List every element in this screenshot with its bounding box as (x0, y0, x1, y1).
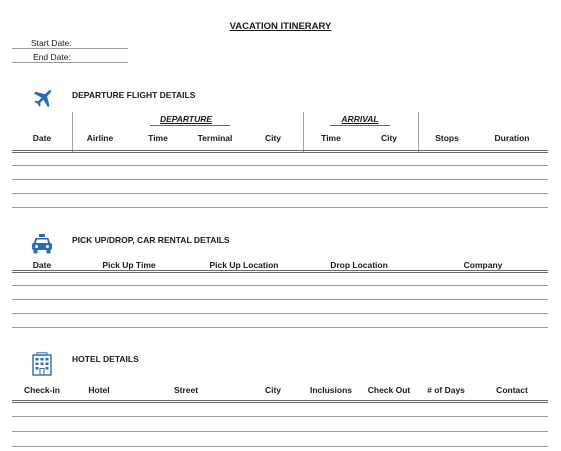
flight-col-airline: Airline (86, 133, 114, 143)
end-date-field[interactable] (12, 62, 128, 63)
car-col-date: Date (32, 260, 52, 270)
hotel-row-line[interactable] (12, 416, 548, 417)
hotel-row-line[interactable] (12, 446, 548, 447)
flight-col-stops: Stops (435, 133, 459, 143)
departure-group-label: DEPARTURE (159, 114, 213, 124)
taxi-icon (30, 233, 54, 255)
page-title: VACATION ITINERARY (229, 21, 332, 32)
end-date-label: End Date: (33, 52, 71, 62)
hotel-section-heading: HOTEL DETAILS (72, 354, 139, 364)
car-row-line[interactable] (12, 327, 548, 328)
hotel-col-city: City (264, 385, 282, 395)
hotel-col-hotel: Hotel (88, 385, 110, 395)
hotel-col-days: # of Days (427, 385, 465, 395)
start-date-field[interactable] (12, 48, 128, 49)
flight-col-arrival-time: Time (321, 133, 341, 143)
hotel-col-inclusions: Inclusions (309, 385, 353, 395)
car-header-rule (12, 270, 548, 273)
car-row-line[interactable] (12, 313, 548, 314)
hotel-col-street: Street (173, 385, 199, 395)
car-col-pickup-time: Pick Up Time (102, 260, 156, 270)
flight-row-line[interactable] (12, 193, 548, 194)
car-col-drop-location: Drop Location (330, 260, 388, 270)
car-row-line[interactable] (12, 285, 548, 286)
column-divider (303, 112, 304, 152)
flight-row-line[interactable] (12, 179, 548, 180)
hotel-row-line[interactable] (12, 431, 548, 432)
column-divider (72, 112, 73, 152)
hotel-col-checkout: Check Out (367, 385, 411, 395)
hotel-header-rule (12, 400, 548, 403)
car-col-company: Company (463, 260, 503, 270)
airplane-icon (30, 86, 54, 110)
arrival-group-underline (330, 125, 390, 126)
flight-col-departure-city: City (264, 133, 282, 143)
flight-header-rule (12, 150, 548, 153)
departure-group-underline (150, 125, 230, 126)
car-section-heading: PICK UP/DROP, CAR RENTAL DETAILS (72, 235, 230, 245)
flight-row-line[interactable] (12, 165, 548, 166)
flight-col-terminal: Terminal (197, 133, 233, 143)
flight-col-duration: Duration (494, 133, 530, 143)
hotel-building-icon (31, 352, 53, 376)
column-divider (418, 112, 419, 152)
car-row-line[interactable] (12, 299, 548, 300)
hotel-col-contact: Contact (496, 385, 528, 395)
arrival-group-label: ARRIVAL (341, 114, 379, 124)
flight-col-date: Date (32, 133, 52, 143)
hotel-col-checkin: Check-in (24, 385, 60, 395)
flight-row-line[interactable] (12, 207, 548, 208)
car-col-pickup-location: Pick Up Location (209, 260, 279, 270)
flight-section-heading: DEPARTURE FLIGHT DETAILS (72, 90, 196, 100)
start-date-label: Start Date: (31, 38, 72, 48)
flight-col-departure-time: Time (148, 133, 168, 143)
flight-col-arrival-city: City (380, 133, 398, 143)
